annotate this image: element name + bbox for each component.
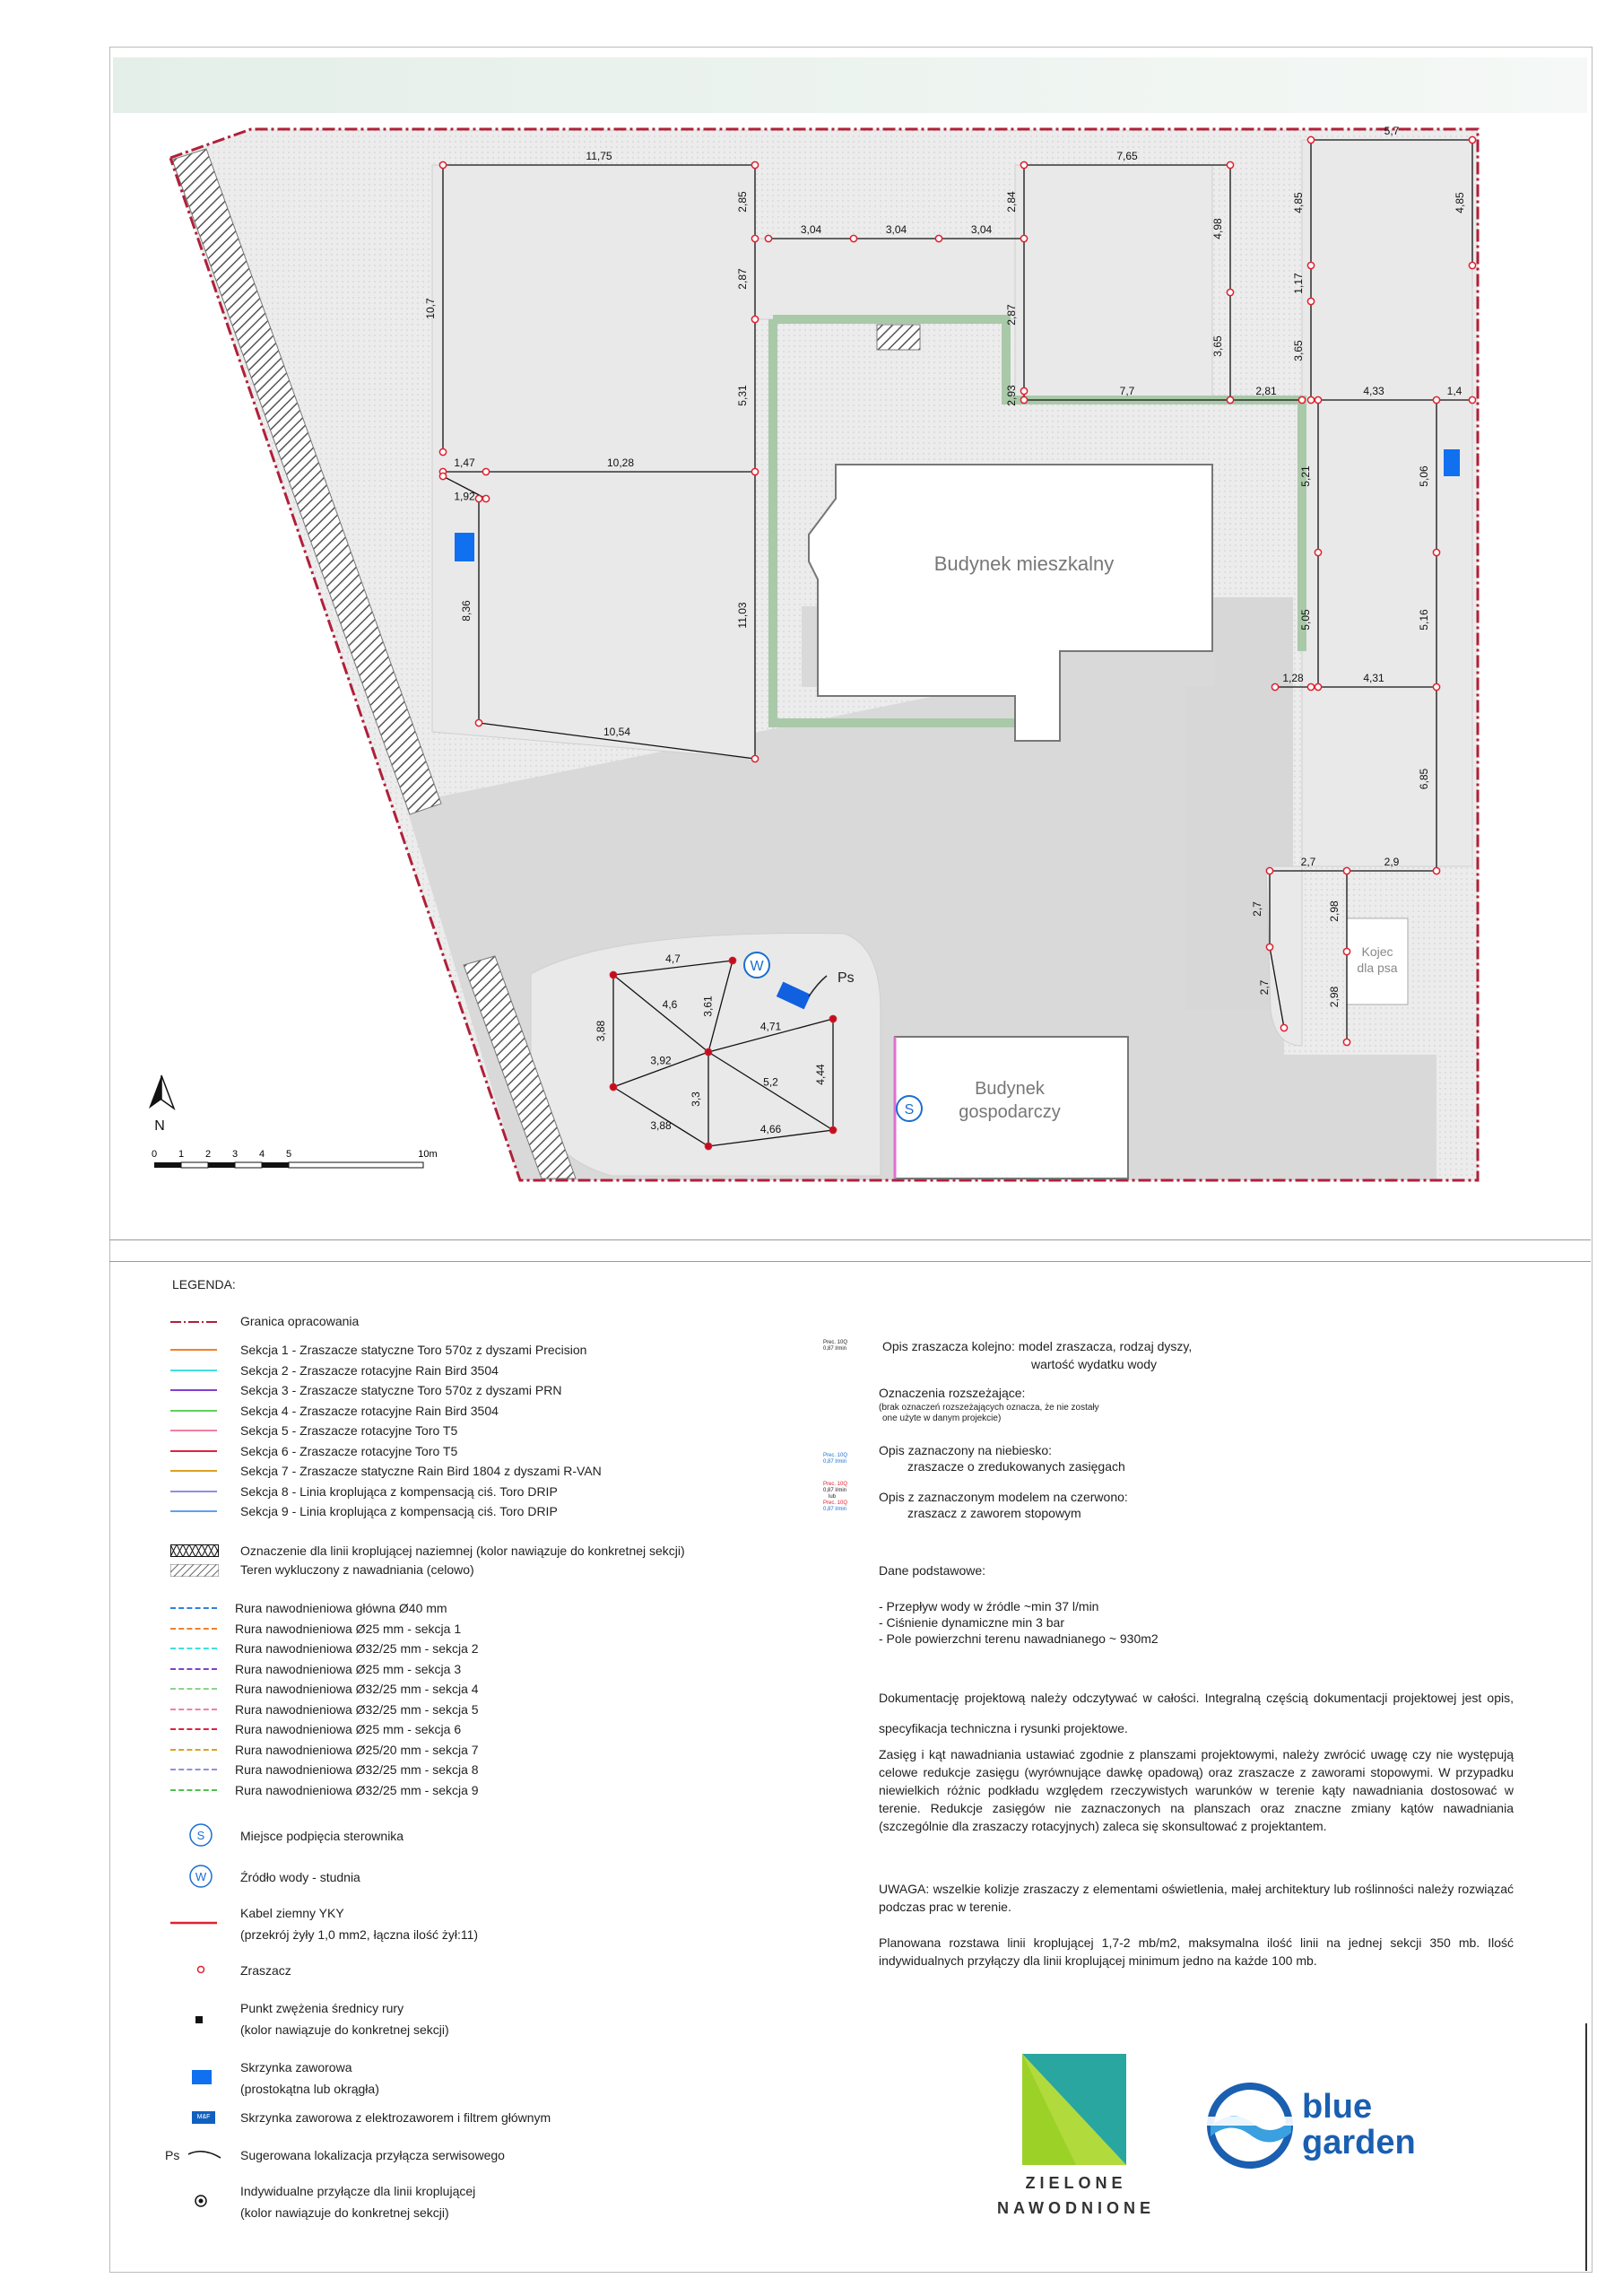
basic-title: Dane podstawowe: [879,1563,986,1578]
excluded-patch [877,325,920,350]
section-line-9 [170,1510,217,1512]
svg-text:2: 2 [204,1149,212,1160]
water-source-label: W [750,959,764,974]
service-connection-label: Ps [838,970,855,986]
dimension-label: 2,98 [1328,900,1341,922]
lawn-zone-2 [755,239,1015,319]
drip-node [706,1049,712,1056]
sprinkler-marker [1307,136,1314,143]
legend-sprinkler: Zraszacz [240,1963,291,1978]
sprinkler-marker [1315,396,1321,403]
pipe-label-0: Rura nawodnieniowa główna Ø40 mm [235,1601,447,1615]
basic-2: - Ciśnienie dynamiczne min 3 bar [879,1615,1064,1630]
valve-box-west [455,533,474,561]
pipe-label-6: Rura nawodnieniowa Ø25 mm - sekcja 6 [235,1722,462,1736]
ps-symbol-label: Ps [165,2148,180,2162]
dimension-label: 2,85 [736,191,749,213]
sprinkler-marker [1227,289,1233,295]
red-text: zraszacz z zaworem stopowym [907,1506,1081,1520]
dimension-label: 4,44 [814,1064,827,1085]
sprinkler-marker [1433,396,1439,403]
svg-text:0: 0 [151,1149,158,1160]
legend-source: Źródło wody - studnia [240,1870,360,1884]
drip-connection-symbol [194,2194,208,2208]
svg-text:5: 5 [285,1149,292,1160]
valve-box-symbol [192,2070,212,2084]
dimension-label: 3,04 [800,223,822,236]
drip-node [830,1016,837,1022]
pipe-line-9 [170,1789,217,1791]
section-label-6: Sekcja 6 - Zraszacze rotacyjne Toro T5 [240,1443,458,1458]
lawn-zone-1 [432,165,755,759]
sprinkler-marker [439,473,446,479]
sprinkler-marker [765,235,771,241]
dimension-label: 11,75 [586,150,612,162]
pipe-line-7 [170,1749,217,1751]
legend-valvebox-main: Skrzynka zaworowa z elektrozaworem i filtrem głównym [240,2110,551,2125]
red-title: Opis z zaznaczonym modelem na czerwono: [879,1490,1128,1504]
dimension-label: 4,85 [1292,192,1305,213]
section-label-9: Sekcja 9 - Linia kroplująca z kompensacją ciś. Toro DRIP [240,1504,558,1518]
section-line-6 [170,1450,217,1452]
legend-valvebox-2: (prostokątna lub okrągła) [240,2082,379,2096]
legend-boundary: Granica opracowania [240,1314,360,1328]
dimension-label: 2,81 [1255,385,1277,397]
dimension-label: 4,71 [759,1020,782,1033]
dimension-label: 5,06 [1418,465,1430,487]
pipe-label-4: Rura nawodnieniowa Ø32/25 mm - sekcja 4 [235,1682,479,1696]
sprinkler-marker [850,235,856,241]
sprinkler-marker [1469,262,1475,268]
section-line-3 [170,1389,217,1391]
bluegarden-logo-text-1: blue [1302,2088,1373,2126]
legend-valvebox-1: Skrzynka zaworowa [240,2060,352,2074]
sprinkler-marker [1266,867,1272,874]
dimension-label: 4,66 [759,1123,782,1135]
controller-label: S [904,1102,915,1118]
dimension-label: 2,98 [1328,986,1341,1008]
note-drip: Planowana rozstawa linii kroplującej 1,7-2 mb/m2, maksymalna ilość linii na jednej sekcji 350 mb. Ilość indywidualnych przyłączy dla linii kroplującej minimum jedno na każde 100 mb. [879,1935,1514,1968]
sprinkler-marker [439,161,446,168]
basic-1: - Przepływ wody w źródle ~min 37 l/min [879,1599,1099,1613]
sprinkler-marker [1433,867,1439,874]
dimension-label: 3,04 [885,223,907,236]
dimension-label: 3,88 [595,1020,607,1042]
dimension-label: 2,87 [1005,304,1018,326]
svg-text:10m: 10m [418,1149,438,1160]
sprinkler-marker [1271,683,1278,690]
dimension-label: 10,54 [603,726,631,738]
dimension-label: 5,2 [763,1075,778,1089]
dimension-label: 2,87 [736,268,749,290]
note-coverage: Zasięg i kąt nawadniania ustawiać zgodnie z planszami projektowymi, należy zwrócić uwagę czy nie występują celowe redukcje zasięgu (wyrównujące dawkę opadową) oraz zraszacze z zaworami stopowymi. W przypadku niewielkich różnic podkładu względem rzeczywistych warunków w terenie kąty nawadniania dostosować w terenie. Redukcje zasięgów nie zaznaczonych na planszach oraz znaczne zmiany kątów nawadniania (szczególnie dla zraszaczy rotacyjnych) zaleca się skonsultować z projektantem. [879,1747,1514,1833]
pipe-label-7: Rura nawodnieniowa Ø25/20 mm - sekcja 7 [235,1742,479,1757]
dimension-label: 3,88 [650,1119,672,1132]
valve-box-main-symbol: M&F [192,2111,215,2124]
kennel-label-1: Kojec [1361,944,1393,959]
dimension-label: 10,28 [606,457,635,469]
section-line-8 [170,1491,217,1492]
reduction-symbol [195,2016,203,2023]
pipe-label-2: Rura nawodnieniowa Ø32/25 mm - sekcja 2 [235,1641,479,1656]
sprinkler-marker [475,495,482,501]
sprinkler-marker [1469,136,1475,143]
sprinkler-marker [751,468,758,474]
sprinkler-marker [1343,948,1350,954]
drip-node [611,1084,617,1091]
pipe-label-5: Rura nawodnieniowa Ø32/25 mm - sekcja 5 [235,1701,479,1717]
dimension-label: 2,84 [1005,191,1018,213]
drip-node [706,1144,712,1150]
sprinkler-marker [1307,683,1314,690]
sprinkler-marker [1343,867,1350,874]
section-line-5 [170,1430,217,1431]
desc-line-1: Opis zraszacza kolejno: model zraszacza, rodzaj dyszy, [882,1339,1193,1353]
pipe-label-1: Rura nawodnieniowa Ø25 mm - sekcja 1 [235,1621,462,1636]
dimension-label: 10,7 [424,298,437,319]
controller-symbol-letter: S [196,1829,205,1842]
blue-text: zraszacze o zredukowanych zasięgach [907,1459,1125,1474]
dimension-label: 5,31 [736,385,749,406]
dimension-label: 2,9 [1384,856,1400,868]
desc-sample: Prec. 10Q 0,87 l/min [823,1340,848,1352]
site-plan [109,113,1497,1198]
dimension-label: 5,21 [1299,465,1312,487]
section-label-1: Sekcja 1 - Zraszacze statyczne Toro 570z z dyszami Precision [240,1343,587,1357]
drip-node [611,972,617,978]
zielone-logo-text-1: ZIELONE [1025,2174,1127,2192]
svg-text:3: 3 [231,1149,239,1160]
edge-line [1585,2023,1587,2271]
sprinkler-marker [1020,396,1027,403]
legend-separator [109,1261,1591,1262]
sprinkler-marker [1298,396,1305,403]
dimension-label: 4,85 [1454,192,1466,213]
basic-3: - Pole powierzchni terenu nawadnianego ~ 930m2 [879,1631,1159,1646]
sprinkler-marker [1307,262,1314,268]
sprinkler-marker [1020,235,1027,241]
dimension-label: 3,65 [1211,335,1224,357]
valve-box-east [1444,449,1460,476]
cable-symbol [170,1919,217,1926]
ext-sub-1: (brak oznaczeń rozszeżających oznacza, że nie zostały [879,1403,1099,1413]
legend-reduction-2: (kolor nawiązuje do konkretnej sekcji) [240,2022,449,2037]
section-line-2 [170,1370,217,1371]
legend-drip-marking: Oznaczenie dla linii kroplującej naziemnej (kolor nawiązuje do konkretnej sekcji) [240,1544,685,1558]
desc-line-2: wartość wydatku wody [1031,1357,1158,1371]
sprinkler-marker [1469,396,1475,403]
pipe-line-5 [170,1709,217,1710]
plan-separator [109,1239,1591,1240]
dimension-label: 5,16 [1418,609,1430,631]
section-label-3: Sekcja 3 - Zraszacze statyczne Toro 570z z dyszami PRN [240,1383,562,1397]
dimension-label: 1,92 [454,490,475,503]
svg-text:4: 4 [258,1149,265,1160]
drip-marking-symbol [170,1544,219,1557]
pipe-line-1 [170,1628,217,1630]
ext-sub-2: one użyte w danym projekcie) [882,1413,1002,1423]
sprinkler-marker [751,235,758,241]
sprinkler-marker [1020,161,1027,168]
dimension-label: 3,3 [690,1091,702,1107]
sprinkler-marker [935,235,942,241]
sprinkler-marker [1280,1024,1287,1031]
dimension-label: 2,7 [1251,901,1263,917]
dimension-label: 3,92 [650,1054,672,1067]
utility-building-label-1: Budynek [975,1079,1045,1099]
sprinkler-marker [751,755,758,761]
red-sample: Prec. 10Q 0,87 l/min lub Prec. 10Q 0,87 l/min [823,1482,848,1512]
dimension-label: 3,65 [1292,340,1305,361]
dimension-label: 1,28 [1282,672,1304,684]
section-line-7 [170,1470,217,1472]
legend-cable-2: (przekrój żyły 1,0 mm2, łączna ilość żył:11) [240,1927,479,1942]
section-label-5: Sekcja 5 - Zraszacze rotacyjne Toro T5 [240,1423,458,1438]
pipe-line-8 [170,1769,217,1770]
dimension-label: 4,31 [1363,672,1384,684]
dimension-label: 3,04 [970,223,993,236]
sprinkler-symbol [195,1964,206,1975]
legend-ps: Sugerowana lokalizacja przyłącza serwisowego [240,2148,505,2162]
lawn-zone-4 [1302,140,1472,866]
sprinkler-marker [751,161,758,168]
dimension-label: 6,85 [1418,768,1430,790]
pipe-line-2 [170,1648,217,1649]
dimension-label: 8,36 [460,600,473,622]
controller-symbol [188,1822,213,1848]
pipe-label-9: Rura nawodnieniowa Ø32/25 mm - sekcja 9 [235,1782,479,1797]
pipe-label-3: Rura nawodnieniowa Ø25 mm - sekcja 3 [235,1661,462,1676]
bluegarden-logo-mark [1198,2081,1302,2170]
pipe-line-0 [170,1607,217,1609]
dimension-label: 1,47 [454,457,475,469]
drip-node [830,1127,837,1134]
sprinkler-marker [751,316,758,322]
blue-title: Opis zaznaczony na niebiesko: [879,1443,1052,1457]
blue-sample: Prec. 10Q 0,87 l/min [823,1453,848,1465]
pipe-line-4 [170,1688,217,1690]
dimension-label: 5,05 [1299,609,1312,631]
sprinkler-marker [1307,298,1314,304]
drip-node [730,958,736,964]
sprinkler-marker [1343,1039,1350,1045]
svg-text:1: 1 [178,1149,185,1160]
sprinkler-marker [439,448,446,455]
north-arrow [149,1075,174,1134]
legend-drip-connection-1: Indywidualne przyłącze dla linii kroplującej [240,2184,476,2198]
sprinkler-marker [1227,396,1233,403]
dimension-label: 7,7 [1119,385,1135,397]
ext-title: Oznaczenia rozszeżające: [879,1386,1026,1400]
dimension-label: 11,03 [736,602,749,629]
legend-reduction-1: Punkt zwężenia średnicy rury [240,2001,404,2015]
note-documentation: Dokumentację projektową należy odczytywać w całości. Integralną częścią dokumentacji projektowej jest opis, specyfikacja techniczna i rysunki projektowe. [879,1691,1514,1735]
pipe-label-8: Rura nawodnieniowa Ø32/25 mm - sekcja 8 [235,1762,479,1777]
pipe-line-6 [170,1728,217,1730]
sprinkler-marker [475,719,482,726]
section-line-4 [170,1410,217,1412]
dimension-label: 1,17 [1292,273,1305,294]
sprinkler-marker [1433,549,1439,555]
legend-cable-1: Kabel ziemny YKY [240,1906,344,1920]
section-label-8: Sekcja 8 - Linia kroplująca z kompensacją ciś. Toro DRIP [240,1483,558,1499]
excluded-symbol [170,1564,219,1577]
dimension-label: 7,65 [1116,150,1138,162]
sprinkler-marker [482,495,489,501]
source-symbol-letter: W [195,1870,207,1883]
dimension-label: 4,33 [1363,385,1384,397]
section-label-4: Sekcja 4 - Zraszacze rotacyjne Rain Bird 3504 [240,1403,499,1418]
source-symbol [188,1864,213,1889]
sprinkler-marker [1315,549,1321,555]
scale-bar [152,1149,438,1168]
dimension-label: 5,7 [1384,125,1400,137]
sprinkler-marker [1227,161,1233,168]
section-label-2: Sekcja 2 - Zraszacze rotacyjne Rain Bird 3504 [240,1362,499,1378]
header-band [113,57,1587,113]
dimension-label: 4,7 [665,952,681,965]
sprinkler-marker [1315,683,1321,690]
boundary-symbol [170,1317,217,1327]
dimension-label: 3,61 [701,996,715,1017]
sprinkler-marker [482,468,489,474]
dimension-label: 1,4 [1446,385,1462,397]
north-label: N [154,1118,165,1134]
lawn-zone-3 [1015,165,1212,400]
zielone-logo-text-2: NAWODNIONE [997,2199,1155,2217]
legend-drip-connection-2: (kolor nawiązuje do konkretnej sekcji) [240,2205,449,2220]
dimension-label: 2,7 [1300,856,1316,868]
sprinkler-marker [1433,683,1439,690]
sprinkler-marker [1020,387,1027,394]
ps-symbol [185,2145,231,2165]
dimension-label: 4,98 [1211,218,1224,239]
utility-building-label-2: gospodarczy [959,1102,1061,1122]
bluegarden-logo-text-2: garden [1302,2124,1416,2161]
zielone-logo-mark [1022,2054,1126,2165]
dimension-label: 4,6 [662,998,678,1011]
sprinkler-marker [1307,396,1314,403]
section-label-7: Sekcja 7 - Zraszacze statyczne Rain Bird 1804 z dyszami R-VAN [240,1464,602,1478]
legend-title: LEGENDA: [172,1277,236,1292]
sprinkler-marker [1266,944,1272,950]
kennel-label-2: dla psa [1357,961,1398,975]
note-warning: UWAGA: wszelkie kolizje zraszaczy z elementami oświetlenia, małej architektury lub roślinności należy rozwiązać podczas prac w terenie. [879,1882,1514,1914]
section-line-1 [170,1349,217,1351]
main-building-label: Budynek mieszkalny [933,552,1115,575]
legend-controller: Miejsce podpięcia sterownika [240,1829,404,1843]
legend-excluded: Teren wykluczony z nawadniania (celowo) [240,1562,474,1577]
pipe-line-3 [170,1668,217,1670]
dimension-label: 2,93 [1005,385,1018,406]
dimension-label: 2,7 [1258,979,1271,996]
